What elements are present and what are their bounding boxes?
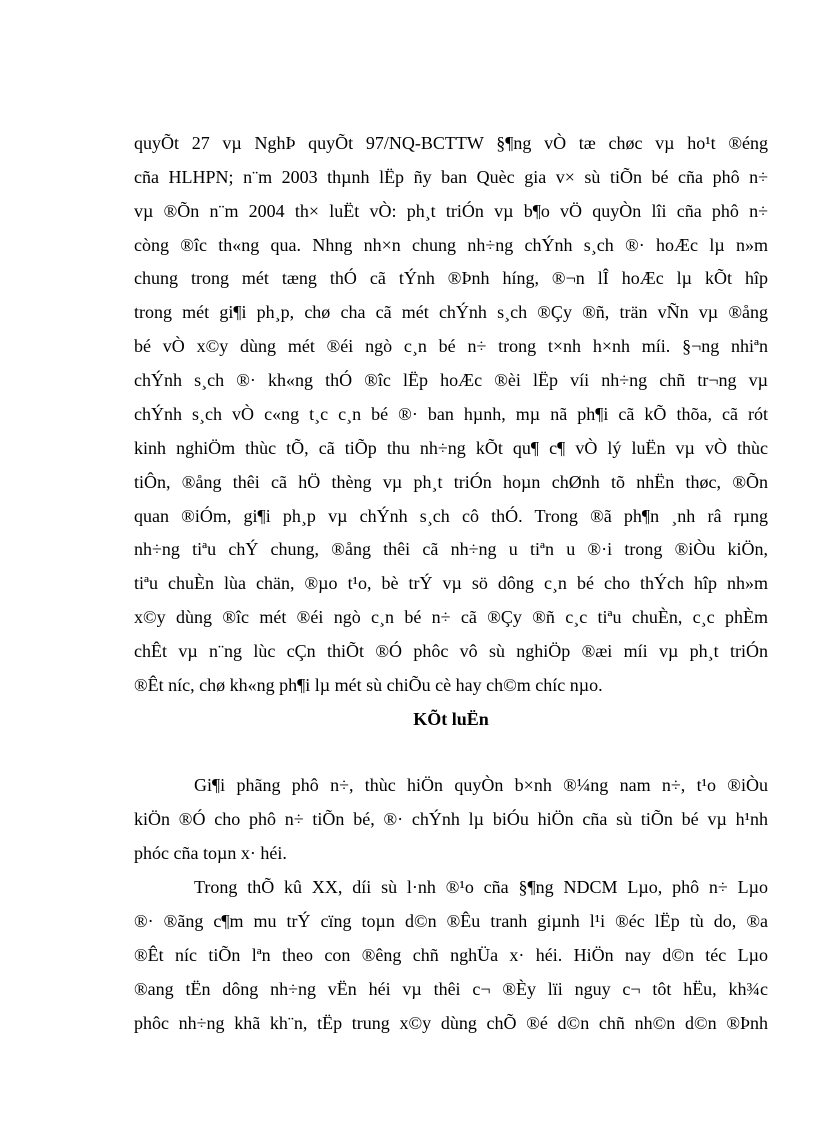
text-line: tiÔn, ®ång thêi cã hÖ thèng vµ ph¸t triÓn hoµn chØnh tõ nhËn thøc, ®Õn xyxy=(134,472,768,492)
section-heading: KÕt luËn xyxy=(413,709,489,729)
text-line: Gi¶i phãng phô n÷, thùc hiÖn quyÒn b×nh ®¼ng nam n÷, t¹o ®iÒu xyxy=(194,775,768,795)
text-line: ®· ®ãng c¶m mu trÝ cïng toµn d©n ®Êu tranh giµnh l¹i ®éc lËp tù do, ®a xyxy=(134,911,768,931)
text-line: cña HLHPN; n¨m 2003 thµnh lËp ñy ban Quèc gia v× sù tiÕn bé cña phô n÷ xyxy=(134,167,768,187)
text-line: x©y dùng ®îc mét ®éi ngò c¸n bé n÷ cã ®Çy ®ñ c¸c tiªu chuÈn, c¸c phÈm xyxy=(134,607,768,627)
text-line: chung trong mét tæng thÓ cã tÝnh ®Þnh híng, ®¬n lÎ hoÆc lµ kÕt hîp xyxy=(134,268,768,288)
text-line: vµ ®Õn n¨m 2004 th× luËt vÒ: ph¸t triÓn vµ b¶o vÖ quyÒn lîi cña phô n÷ xyxy=(134,201,768,221)
text-line: chÝnh s¸ch ®· kh«ng thÓ ®îc lËp hoÆc ®èi lËp víi nh÷ng chñ tr¬ng vµ xyxy=(134,370,768,390)
text-line: còng ®îc th«ng qua. Nhng nh×n chung nh÷ng chÝnh s¸ch ®· hoÆc lµ n»m xyxy=(134,235,768,255)
text-line: kinh nghiÖm thùc tÕ, cã tiÕp thu nh÷ng kÕt qu¶ c¶ vÒ lý luËn vµ vÒ thùc xyxy=(134,438,768,458)
text-line: Trong thÕ kû XX, díi sù l·nh ®¹o cña §¶ng NDCM Lµo, phô n÷ Lµo xyxy=(194,877,768,897)
text-line: phóc cña toµn x· héi. xyxy=(134,843,287,863)
text-line: nh÷ng tiªu chÝ chung, ®ång thêi cã nh÷ng u tiªn u ®·i trong ®iÒu kiÖn, xyxy=(134,539,768,559)
text-line: chÝnh s¸ch vÒ c«ng t¸c c¸n bé ®· ban hµnh, mµ nã ph¶i cã kÕ thõa, cã rót xyxy=(134,404,768,424)
text-line: kiÖn ®Ó cho phô n÷ tiÕn bé, ®· chÝnh lµ biÓu hiÖn cña sù tiÕn bé vµ h¹nh xyxy=(134,809,768,829)
text-line: phôc nh÷ng khã kh¨n, tËp trung x©y dùng chÕ ®é d©n chñ nh©n d©n ®Þnh xyxy=(134,1013,768,1033)
text-line: trong mét gi¶i ph¸p, chø cha cã mét chÝnh s¸ch ®Çy ®ñ, trän vÑn vµ ®ång xyxy=(134,302,768,322)
text-line: ®Êt níc tiÕn lªn theo con ®êng chñ nghÜa x· héi. HiÖn nay d©n téc Lµo xyxy=(134,945,768,965)
text-line: chÊt vµ n¨ng lùc cÇn thiÕt ®Ó phôc vô sù nghiÖp ®æi míi vµ ph¸t triÓn xyxy=(134,641,768,661)
text-line: tiªu chuÈn lùa chän, ®µo t¹o, bè trÝ vµ sö dông c¸n bé cho thÝch hîp nh»m xyxy=(134,573,768,593)
text-line: ®ang tËn dông nh÷ng vËn héi vµ thêi c¬ ®Èy lïi nguy c¬ tôt hËu, kh¾c xyxy=(134,979,768,999)
text-line: quyÕt 27 vµ NghÞ quyÕt 97/NQ-BCTTW §¶ng vÒ tæ chøc vµ ho¹t ®éng xyxy=(134,133,768,153)
text-line: bé vÒ x©y dùng mét ®éi ngò c¸n bé n÷ trong t×nh h×nh míi. §¬ng nhiªn xyxy=(134,336,768,356)
text-line: ®Êt níc, chø kh«ng ph¶i lµ mét sù chiÕu cè hay ch©m chíc nµo. xyxy=(134,675,603,695)
text-line: quan ®iÓm, gi¶i ph¸p vµ chÝnh s¸ch cô thÓ. Trong ®ã ph¶n ¸nh râ rµng xyxy=(134,506,768,526)
